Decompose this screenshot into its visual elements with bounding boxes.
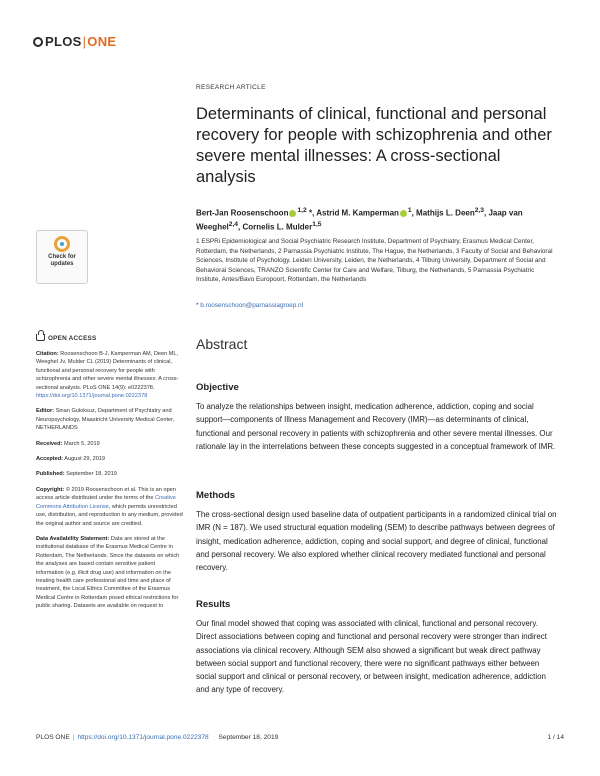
page-footer — [36, 734, 564, 741]
footer-doi-link[interactable]: https://doi.org/10.1371/journal.pone.0222378 — [77, 734, 209, 741]
logo-separator: | — [82, 34, 87, 49]
objective-text: To analyze the relationships between insight, medication adherence, addiction, coping and social support—components of Illness Management and Recovery (IMR)—as determinants of clinical, functional and personal recovery in patients with schizophrenia and other severe mental illnesses. Our rationale lay in the interrelations between these concepts suggested in a conceptual framework of IMR. — [196, 402, 556, 451]
author-name[interactable]: , Cornelis L. Mulder — [238, 222, 313, 232]
copyright-block — [36, 486, 184, 528]
author-name[interactable]: Astrid M. Kamperman — [316, 208, 399, 218]
email-star: * — [196, 302, 201, 309]
corresponding-email — [196, 302, 303, 309]
accepted-block — [36, 455, 184, 463]
author-affil-sup: 1 — [407, 207, 412, 214]
data-availability-block — [36, 535, 184, 611]
logo-plos: PLOS — [45, 34, 82, 49]
author-affil-sup: 2,4 — [228, 220, 239, 228]
accepted-label: Accepted: — [36, 456, 64, 463]
open-access-text: OPEN ACCESS — [48, 335, 97, 342]
author-sep: *, — [306, 208, 317, 218]
author-affil-sup: 1,2 — [297, 207, 307, 214]
copyright-label: Copyright: — [36, 486, 65, 493]
citation-doi-link[interactable]: https://doi.org/10.1371/journal.pone.0222378 — [36, 393, 148, 400]
results-text: Our final model showed that coping was associated with clinical, functional and personal recovery. Direct associations between coping and functional and personal recovery were stronger than indirect associations via clinical recovery. Although SEM also showed a significant but weak direct pathway between social support and functional recovery, there were no significant pathways either between social support and clinical or personal recovery, or between insight, medication adherence, addiction and any type of recovery. — [196, 619, 547, 695]
received-block — [36, 440, 184, 448]
published-label: Published: — [36, 471, 65, 478]
check-for-updates-badge[interactable] — [36, 230, 88, 284]
license-link[interactable]: Creative Commons Attribution License — [36, 495, 176, 510]
copyright-text-end: , which permits unrestricted use, distribution, and reproduction in any medium, provided the original author and source are credited. — [36, 503, 183, 527]
check-updates-icon — [54, 236, 70, 252]
author-affil-sup: 1,5 — [312, 220, 322, 228]
accepted-text: August 29, 2019 — [63, 456, 106, 463]
footer-journal: PLOS ONE — [36, 734, 70, 741]
journal-logo — [33, 34, 116, 49]
article-type: RESEARCH ARTICLE — [196, 84, 266, 91]
article-title: Determinants of clinical, functional and personal recovery for people with schizophrenia and other severe mental illnesses: A cross-sectional analysis — [196, 105, 552, 186]
author-list — [196, 205, 556, 232]
data-availability-label: Data Availability Statement: — [36, 535, 110, 542]
objective-heading: Objective — [196, 382, 239, 393]
page-number: 1 / 14 — [547, 734, 564, 741]
citation-block — [36, 350, 184, 400]
email-link[interactable]: b.roosenschoon@parnassiagroep.nl — [200, 302, 304, 309]
orcid-icon[interactable] — [400, 210, 407, 217]
editor-label: Editor: — [36, 408, 55, 415]
data-availability-text: Data are stored at the institutional database of the Erasmus Medical Centre in Rotterdam, The Netherlands. Since the datasets on which the analyses are based contain sensitive patient information (e.g. illicit drug use) and information on the treating health care professional and time and place of treatment, the Local Ethics Committee of the Erasmus Medical Centre in Rotterdam posed ethical restrictions for public sharing. Datasets are available on request to — [36, 535, 180, 610]
badge-line2: updates — [50, 261, 74, 267]
footer-separator: | — [72, 734, 75, 741]
received-label: Received: — [36, 440, 63, 447]
citation-text: Roosenschoon B-J, Kamperman AM, Deen ML, Weeghel Jv, Mulder CL (2019) Determinants of clinical, functional and personal recovery for people with schizophrenia and other severe mental illnesses: A cross-sectional analysis. PLoS ONE 14(9): e0222378. — [36, 351, 179, 391]
plos-logo-icon — [33, 37, 43, 47]
results-heading: Results — [196, 599, 231, 610]
methods-text: The cross-sectional design used baseline data of outpatient participants in a randomized clinical trial on IMR (N = 187). We used structural equation modeling (SEM) to describe pathways between degrees of insight, medication adherence, addiction, coping and social support, and degree of clinical, functional and personal recovery. We also explored whether clinical recovery mediated functional and personal recovery. — [196, 510, 557, 573]
published-block — [36, 470, 184, 478]
author-affil-sup: 2,3 — [474, 207, 484, 214]
editor-text: Sinan Guloksuz, Department of Psychiatry and Neuropsychology, Maastricht University Medical Center, NETHERLANDS — [36, 408, 175, 432]
author-name[interactable]: , Jaap van Weeghel — [196, 208, 523, 232]
affiliations: 1 ESPRi Epidemiological and Social Psychiatric Research Institute, Department of Psychiatry, Erasmus Medical Center, Rotterdam, the Netherlands, 2 Parnassia Psychiatric Institute, The Hague, the Netherlands, 3 Faculty of Social and Behavioral Sciences, Institute of Psychology, Leiden University, Leiden, the Netherlands, 4 Tilburg University, Department of Social and Behavioral Sciences, TRANZO Scientific Center for Care and Welfare, Tilburg, the Netherlands, 5 Parnassia Psychiatric Institute, Antes/Bavo Europoort, Rotterdam, the Netherlands — [196, 238, 553, 284]
citation-label: Citation: — [36, 351, 59, 357]
copyright-text: © 2019 Roosenschoon et al. This is an open access article distributed under the terms of the — [36, 486, 176, 502]
orcid-icon[interactable] — [289, 210, 296, 217]
badge-line1: Check for — [48, 254, 76, 260]
footer-date: September 18, 2019 — [218, 734, 279, 741]
author-name[interactable]: Bert-Jan Roosenschoon — [196, 208, 289, 218]
editor-block — [36, 407, 184, 432]
logo-one: ONE — [87, 34, 117, 49]
received-text: March 5, 2019 — [62, 440, 100, 447]
methods-heading: Methods — [196, 490, 236, 501]
abstract-heading: Abstract — [196, 336, 248, 352]
published-text: September 18, 2019 — [64, 471, 117, 478]
author-name[interactable]: , Mathijs L. Deen — [411, 208, 475, 218]
open-access-label — [36, 334, 96, 342]
article-info-sidebar — [36, 350, 184, 618]
open-lock-icon — [36, 334, 45, 341]
